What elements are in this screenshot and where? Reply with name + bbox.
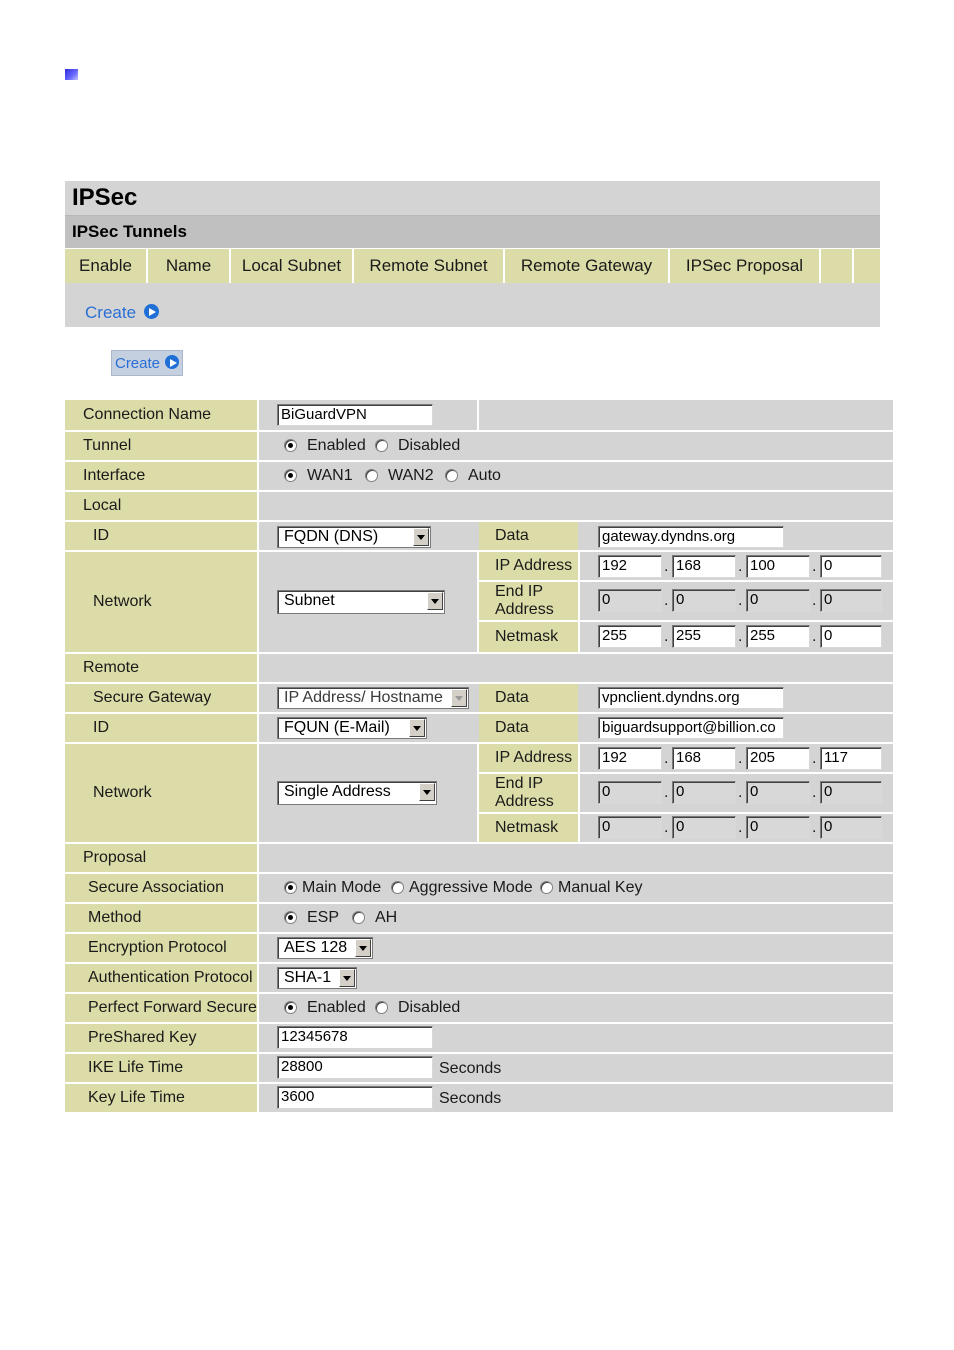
ipsec-panel [65,181,880,327]
chevron-down-icon [413,528,429,546]
row-encryption-protocol [65,934,893,962]
secure-gateway-type-value: IP Address/ Hostname [284,689,443,706]
remote-end-ip-octet-1[interactable]: 0 [598,781,662,804]
create-link-label: Create [85,303,137,322]
local-ip-label: IP Address [479,552,578,580]
proposal-section-label: Proposal [65,844,257,872]
ip-separator: . [812,628,817,645]
pfs-enabled-label: Enabled [307,999,366,1016]
ike-life-time-cell [259,1054,893,1082]
pfs-cell [259,994,893,1022]
ip-separator: . [812,750,817,767]
remote-netmask-octet-3[interactable]: 0 [746,816,810,839]
col-remote-gateway: Remote Gateway [505,249,670,283]
local-ip-octet-2[interactable]: 168 [672,555,736,578]
remote-network-cell [259,744,477,842]
bullet-icon [65,69,78,80]
encryption-protocol-label: Encryption Protocol [65,934,257,962]
secure-gateway-data-cell [580,684,893,712]
row-remote-network [65,744,893,842]
remote-netmask-octet-2[interactable]: 0 [672,816,736,839]
interface-label: Interface [65,462,257,490]
encryption-protocol-select[interactable] [277,937,373,959]
secure-association-cell [259,874,893,902]
remote-end-ip-cell [580,774,893,812]
col-ipsec-proposal: IPSec Proposal [670,249,821,283]
key-life-time-label: Key Life Time [65,1084,257,1112]
sa-main-mode-radio[interactable] [284,881,297,894]
local-ip-octet-1[interactable]: 192 [598,555,662,578]
interface-wan2-label: WAN2 [388,467,434,484]
chevron-down-icon [409,719,425,737]
local-network-type-select[interactable] [277,590,445,614]
ip-separator: . [738,750,743,767]
remote-ip-octet-4[interactable]: 117 [820,747,882,770]
ip-separator: . [812,592,817,609]
sa-aggressive-mode-label: Aggressive Mode [409,879,533,896]
local-netmask-octet-4[interactable]: 0 [820,625,882,648]
remote-ip-label: IP Address [479,744,578,772]
remote-ip-cell [580,744,893,772]
local-end-ip-octet-2[interactable]: 0 [672,589,736,612]
interface-wan2-radio[interactable] [365,469,378,482]
encryption-protocol-value: AES 128 [284,939,348,956]
tunnel-enabled-radio[interactable] [284,439,297,452]
chevron-down-icon [419,783,435,801]
pfs-label: Perfect Forward Secure [65,994,257,1022]
row-tunnel [65,432,893,460]
authentication-protocol-label: Authentication Protocol [65,964,257,992]
pfs-enabled-radio[interactable] [284,1001,297,1014]
local-netmask-cell [580,622,893,652]
chevron-down-icon [339,969,355,987]
method-esp-radio[interactable] [284,911,297,924]
remote-netmask-octet-4[interactable]: 0 [820,816,882,839]
row-local-id [65,522,893,550]
row-interface [65,462,893,490]
preshared-key-label: PreShared Key [65,1024,257,1052]
panel-title: IPSec [65,181,880,216]
tunnel-label: Tunnel [65,432,257,460]
local-ip-octet-3[interactable]: 100 [746,555,810,578]
remote-netmask-octet-1[interactable]: 0 [598,816,662,839]
connection-name-input[interactable]: BiGuardVPN [277,404,433,426]
remote-section-label: Remote [65,654,257,682]
chevron-down-icon [451,689,467,707]
panel-subtitle: IPSec Tunnels [65,216,880,248]
row-remote-id [65,714,893,742]
interface-wan1-radio[interactable] [284,469,297,482]
ip-separator: . [738,819,743,836]
secure-association-label: Secure Association [65,874,257,902]
tunnel-enabled-label: Enabled [307,437,366,454]
row-preshared-key [65,1024,893,1052]
ip-separator: . [738,592,743,609]
ip-separator: . [812,558,817,575]
remote-id-type-value: FQUN (E-Mail) [284,719,390,736]
ike-life-time-label: IKE Life Time [65,1054,257,1082]
row-local-network [65,552,893,652]
create-button[interactable] [111,350,183,376]
cell-divider [477,400,479,430]
local-end-ip-octet-4[interactable]: 0 [820,589,882,612]
connection-name-label: Connection Name [65,400,257,430]
method-esp-label: ESP [307,909,340,926]
remote-end-ip-octet-2[interactable]: 0 [672,781,736,804]
col-name: Name [148,249,231,283]
col-enable: Enable [65,249,148,283]
local-id-data-label: Data [479,522,578,550]
proposal-section-cell [259,844,893,872]
ike-life-time-unit: Seconds [439,1060,502,1077]
method-ah-label: AH [375,909,398,926]
row-secure-association [65,874,893,902]
remote-netmask-cell [580,814,893,842]
local-end-ip-octet-3[interactable]: 0 [746,589,810,612]
row-remote [65,654,893,682]
play-icon [165,355,179,369]
ip-separator: . [738,784,743,801]
chevron-down-icon [427,592,443,610]
local-netmask-octet-3[interactable]: 255 [746,625,810,648]
local-end-ip-label: End IP Address [479,582,578,620]
local-network-cell [259,552,477,652]
row-connection-name [65,400,893,430]
create-link[interactable] [85,303,159,323]
remote-netmask-label: Netmask [479,814,578,842]
method-label: Method [65,904,257,932]
local-ip-cell [580,552,893,580]
row-authentication-protocol [65,964,893,992]
row-local [65,492,893,520]
local-id-label: ID [65,522,257,550]
sa-main-mode-label: Main Mode [302,879,382,896]
tunnels-table-header [65,248,880,283]
authentication-protocol-select[interactable] [277,967,357,989]
ip-separator: . [664,750,669,767]
interface-auto-label: Auto [468,467,501,484]
sa-aggressive-mode-radio[interactable] [391,881,404,894]
row-perfect-forward-secure [65,994,893,1022]
col-remote-subnet: Remote Subnet [354,249,505,283]
tunnel-disabled-label: Disabled [398,437,461,454]
chevron-down-icon [355,939,371,957]
authentication-protocol-value: SHA-1 [284,969,332,986]
authentication-protocol-cell [259,964,893,992]
secure-gateway-data-input[interactable]: vpnclient.dyndns.org [598,687,784,709]
remote-id-type-select[interactable] [277,717,427,739]
remote-id-label: ID [65,714,257,742]
ip-separator: . [664,592,669,609]
interface-cell [259,462,893,490]
interface-auto-radio[interactable] [445,469,458,482]
ip-separator: . [812,819,817,836]
local-end-ip-octet-1[interactable]: 0 [598,589,662,612]
local-ip-octet-4[interactable]: 0 [820,555,882,578]
local-section-label: Local [65,492,257,520]
preshared-key-input[interactable]: 12345678 [277,1026,433,1049]
remote-ip-octet-2[interactable]: 168 [672,747,736,770]
ike-life-time-input[interactable]: 28800 [277,1056,433,1079]
interface-wan1-label: WAN1 [307,467,353,484]
remote-id-data-cell [580,714,893,742]
remote-end-ip-octet-3[interactable]: 0 [746,781,810,804]
ip-separator: . [812,784,817,801]
tunnel-disabled-radio[interactable] [375,439,388,452]
ip-separator: . [664,819,669,836]
ip-separator: . [664,628,669,645]
local-network-label: Network [65,552,257,652]
encryption-protocol-cell [259,934,893,962]
local-id-type-value: FQDN (DNS) [284,528,379,545]
key-life-time-unit: Seconds [439,1090,502,1107]
row-key-life-time [65,1084,893,1112]
local-id-data-input[interactable]: gateway.dyndns.org [598,526,784,548]
row-proposal [65,844,893,872]
preshared-key-cell [259,1024,893,1052]
ip-separator: . [738,558,743,575]
create-button-label: Create [114,355,161,372]
ip-separator: . [664,784,669,801]
key-life-time-input[interactable]: 3600 [277,1086,433,1109]
remote-section-cell [259,654,893,682]
pfs-disabled-radio[interactable] [375,1001,388,1014]
remote-ip-octet-1[interactable]: 192 [598,747,662,770]
row-secure-gateway [65,684,893,712]
row-method [65,904,893,932]
secure-gateway-data-label: Data [479,684,578,712]
ip-separator: . [664,558,669,575]
row-ike-life-time [65,1054,893,1082]
local-id-type-select[interactable] [277,526,431,548]
secure-gateway-type-select[interactable] [277,687,469,709]
key-life-time-cell [259,1084,893,1112]
local-section-cell [259,492,893,520]
secure-gateway-label: Secure Gateway [65,684,257,712]
sa-manual-key-label: Manual Key [558,879,643,896]
local-network-type-value: Subnet [284,592,335,609]
method-cell [259,904,893,932]
local-id-data-cell [580,522,893,550]
ip-separator: . [738,628,743,645]
play-icon [144,304,159,319]
pfs-disabled-label: Disabled [398,999,461,1016]
remote-end-ip-label: End IP Address [479,774,578,812]
remote-network-type-value: Single Address [284,783,391,800]
remote-id-data-label: Data [479,714,578,742]
tunnel-cell [259,432,893,460]
remote-end-ip-octet-4[interactable]: 0 [820,781,882,804]
col-extra [821,249,854,283]
local-netmask-label: Netmask [479,622,578,652]
local-end-ip-cell [580,582,893,620]
col-local-subnet: Local Subnet [231,249,354,283]
remote-ip-octet-3[interactable]: 205 [746,747,810,770]
connection-name-cell [259,400,893,430]
sa-manual-key-radio[interactable] [540,881,553,894]
tunnels-table-body [65,283,880,327]
remote-network-type-select[interactable] [277,781,437,805]
remote-network-label: Network [65,744,257,842]
method-ah-radio[interactable] [352,911,365,924]
local-netmask-octet-2[interactable]: 255 [672,625,736,648]
remote-id-data-input[interactable]: biguardsupport@billion.co [598,717,784,739]
local-netmask-octet-1[interactable]: 255 [598,625,662,648]
